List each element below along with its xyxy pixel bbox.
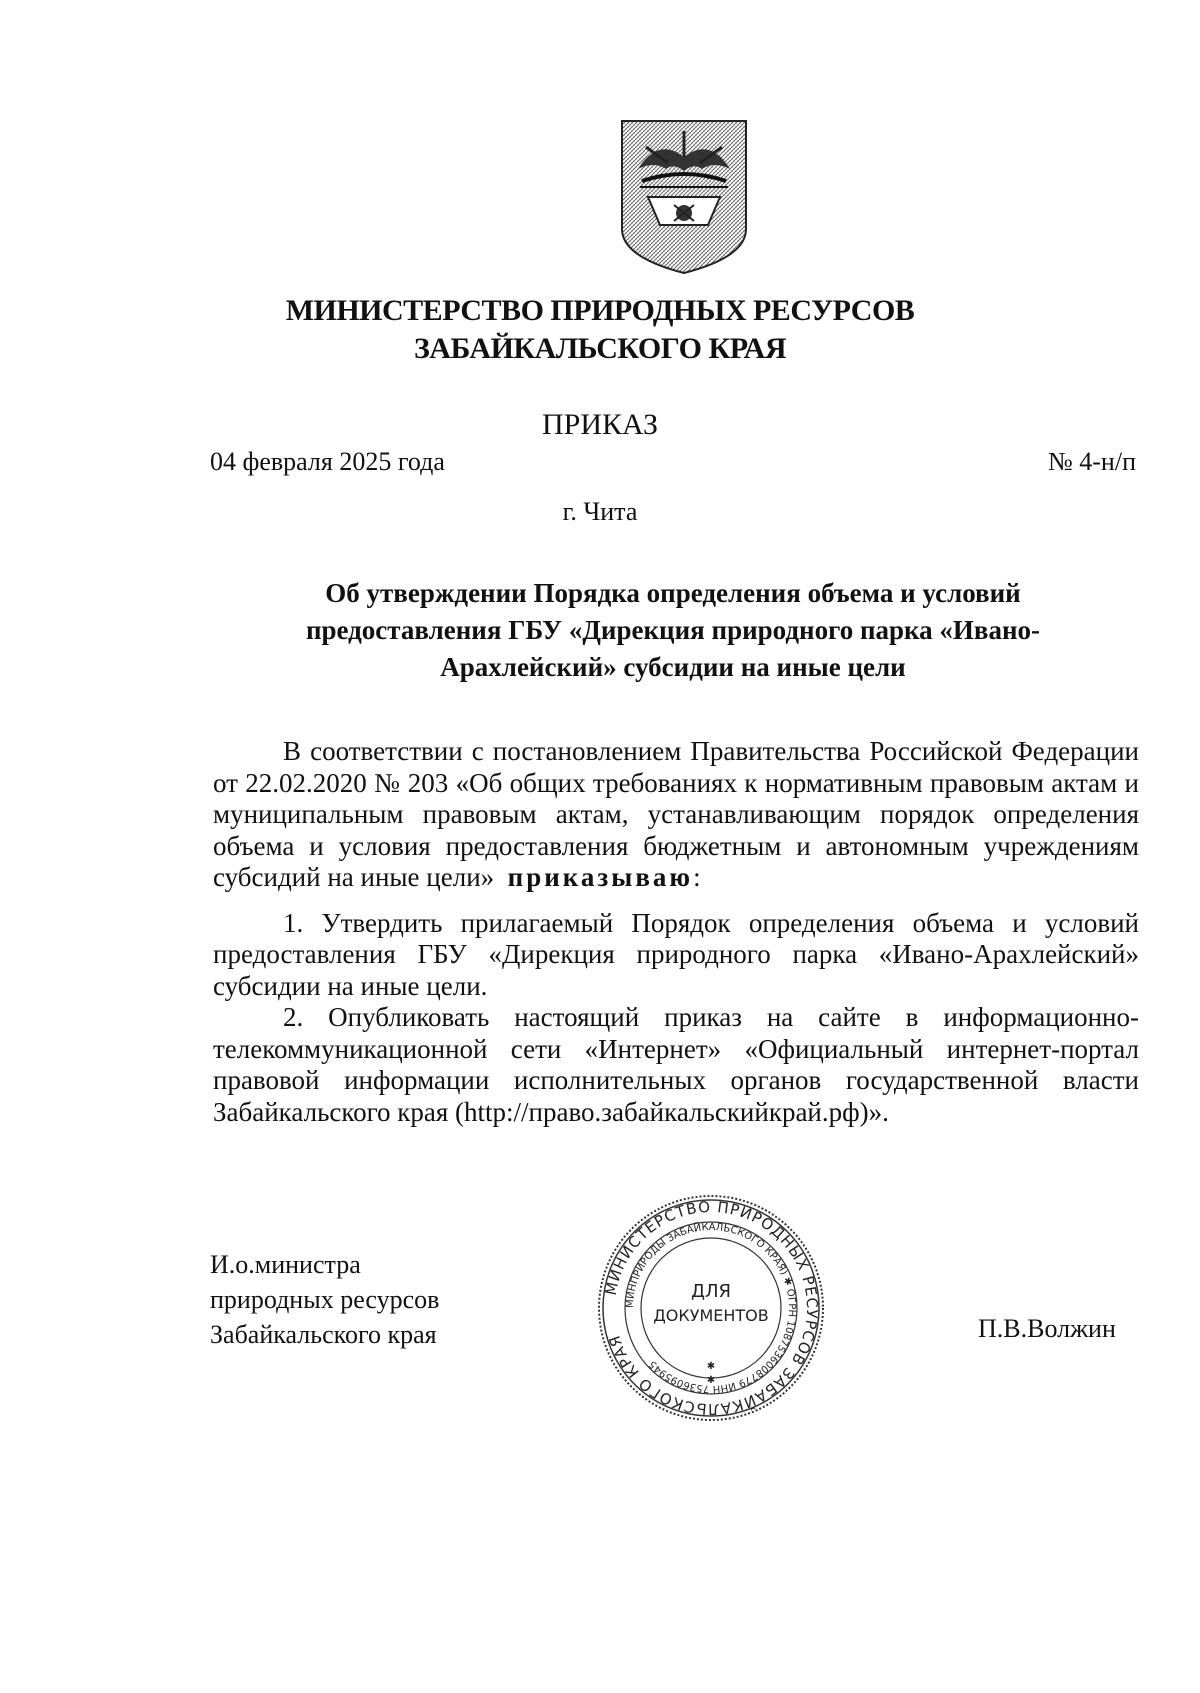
coat-of-arms-emblem <box>618 117 750 277</box>
item-1-paragraph: 1. Утвердить прилагаемый Порядок определения объема и условий предоставления ГБУ «Дирекция природного парка «Ивано-Арахлейский» субсидии на иные цели. <box>213 907 1139 1001</box>
order-title: ПРИКАЗ <box>542 408 658 441</box>
subject-line-3: Арахлейский» субсидии на иные цели <box>440 652 906 682</box>
stamp-star-2: ✱ <box>706 1375 716 1386</box>
stamp-center-line-2: ДОКУМЕНТОВ <box>653 1306 769 1325</box>
ministry-line-1: МИНИСТЕРСТВО ПРИРОДНЫХ РЕСУРСОВ <box>285 294 915 327</box>
stamp-inner-textpath: МИНПРИРОДЫ ЗАБАЙКАЛЬСКОГО КРАЯ) ✱ ОГРН 1087536008779 ИНН 7536095945 <box>624 1221 798 1395</box>
subject-line-1: Об утверждении Порядка определения объема и условий <box>325 578 1021 608</box>
order-date: 04 февраля 2025 года <box>210 447 445 476</box>
command-suffix: : <box>693 862 701 892</box>
stamp-outer-textpath: МИНИСТЕРСТВО ПРИРОДНЫХ РЕСУРСОВ ЗАБАЙКАЛЬСКОГО КРАЯ <box>601 1197 822 1419</box>
stamp-star-1: ✱ <box>706 1361 716 1372</box>
order-number: № 4-н/п <box>1047 447 1136 476</box>
position-line-3: Забайкальского края <box>210 1320 437 1349</box>
item-2-paragraph: 2. Опубликовать настоящий приказ на сайте в информационно-телекоммуникационной сети «Интернет» «Официальный интернет-портал правовой информации исполнительных органов государственной власти Забайкальского края (http://право.забайкальскийкрай.рф)». <box>213 1002 1139 1127</box>
ministry-heading <box>0 292 1200 368</box>
signatory-name: П.В.Волжин <box>978 1314 1116 1343</box>
ministry-line-2: ЗАБАЙКАЛЬСКОГО КРАЯ <box>413 332 787 365</box>
preamble-paragraph <box>213 736 1139 894</box>
order-body <box>213 736 1139 1128</box>
order-city: г. Чита <box>562 497 638 526</box>
position-line-1: И.о.министра <box>210 1250 361 1279</box>
preamble-text: В соответствии с постановлением Правительства Российской Федерации от 22.02.2020 № 203 «Об общих требованиях к нормативным правовым актам и муниципальным правовым актам, устанавливающим порядок определения объема и условия предоставления бюджетным и автономным учреждениям субсидий на иные цели» <box>213 736 1139 892</box>
official-stamp <box>596 1193 826 1423</box>
signatory-position <box>210 1247 439 1352</box>
subject-line-2: предоставления ГБУ «Дирекция природного парка «Ивано- <box>305 615 1041 645</box>
order-subject <box>210 575 1136 686</box>
stamp-center-line-1: ДЛЯ <box>690 1281 732 1302</box>
command-word: приказываю <box>507 862 694 892</box>
position-line-2: природных ресурсов <box>210 1285 440 1314</box>
